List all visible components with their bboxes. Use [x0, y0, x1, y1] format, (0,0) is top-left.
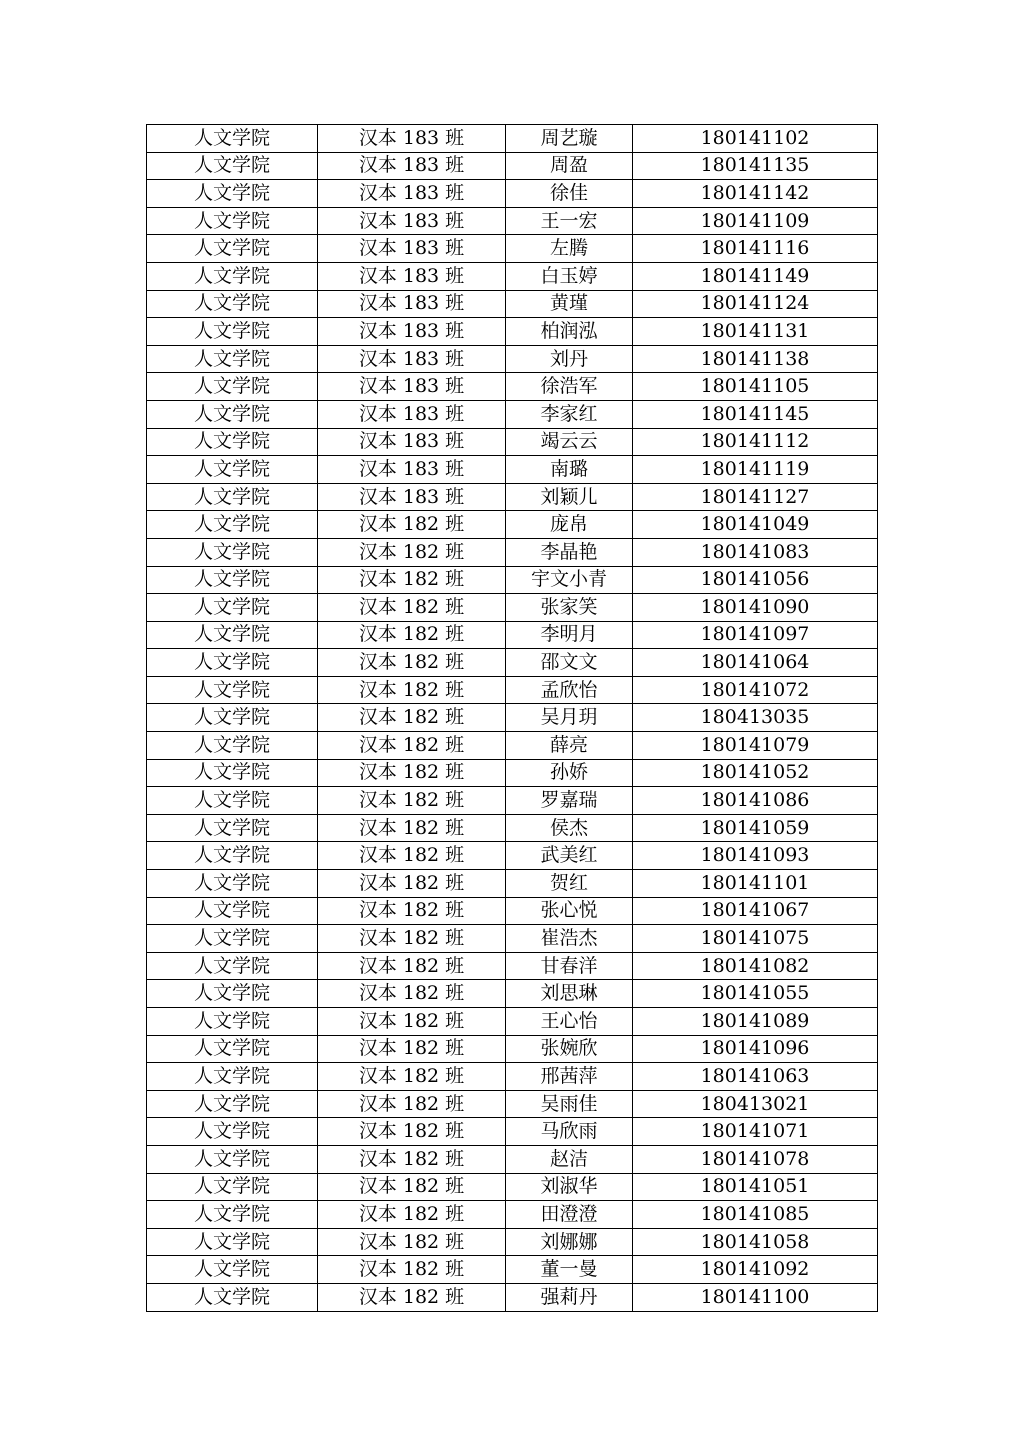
- class-cell: 汉本 182 班: [318, 925, 506, 953]
- college-cell: 人文学院: [147, 318, 318, 346]
- class-cell: 汉本 183 班: [318, 125, 506, 153]
- student-id-cell: 180141085: [633, 1201, 878, 1229]
- table-row: [147, 235, 878, 263]
- college-cell: 人文学院: [147, 566, 318, 594]
- student-id-cell: 180141055: [633, 980, 878, 1008]
- class-cell: 汉本 182 班: [318, 1090, 506, 1118]
- student-name-cell: 罗嘉瑞: [506, 787, 633, 815]
- student-name-cell: 刘颖儿: [506, 483, 633, 511]
- class-cell: 汉本 182 班: [318, 676, 506, 704]
- college-cell: 人文学院: [147, 262, 318, 290]
- student-name-cell: 甘春洋: [506, 952, 633, 980]
- table-row: [147, 511, 878, 539]
- student-id-cell: 180141116: [633, 235, 878, 263]
- table-row: [147, 152, 878, 180]
- college-cell: 人文学院: [147, 180, 318, 208]
- student-name-cell: 赵洁: [506, 1145, 633, 1173]
- student-id-cell: 180141096: [633, 1035, 878, 1063]
- college-cell: 人文学院: [147, 1256, 318, 1284]
- student-id-cell: 180141112: [633, 428, 878, 456]
- college-cell: 人文学院: [147, 538, 318, 566]
- student-id-cell: 180141127: [633, 483, 878, 511]
- class-cell: 汉本 183 班: [318, 428, 506, 456]
- college-cell: 人文学院: [147, 594, 318, 622]
- student-id-cell: 180141064: [633, 649, 878, 677]
- student-name-cell: 徐佳: [506, 180, 633, 208]
- student-name-cell: 宇文小青: [506, 566, 633, 594]
- student-id-cell: 180141058: [633, 1228, 878, 1256]
- table-row: [147, 925, 878, 953]
- table-row: [147, 483, 878, 511]
- student-id-cell: 180141049: [633, 511, 878, 539]
- student-name-cell: 马欣雨: [506, 1118, 633, 1146]
- college-cell: 人文学院: [147, 621, 318, 649]
- table-row: [147, 180, 878, 208]
- student-id-cell: 180141083: [633, 538, 878, 566]
- college-cell: 人文学院: [147, 456, 318, 484]
- college-cell: 人文学院: [147, 235, 318, 263]
- class-cell: 汉本 183 班: [318, 456, 506, 484]
- class-cell: 汉本 183 班: [318, 290, 506, 318]
- table-row: [147, 787, 878, 815]
- college-cell: 人文学院: [147, 1145, 318, 1173]
- student-id-cell: 180141072: [633, 676, 878, 704]
- table-row: [147, 318, 878, 346]
- student-name-cell: 董一曼: [506, 1256, 633, 1284]
- student-id-cell: 180141131: [633, 318, 878, 346]
- college-cell: 人文学院: [147, 125, 318, 153]
- class-cell: 汉本 182 班: [318, 842, 506, 870]
- table-row: [147, 290, 878, 318]
- college-cell: 人文学院: [147, 1173, 318, 1201]
- table-row: [147, 1035, 878, 1063]
- student-name-cell: 竭云云: [506, 428, 633, 456]
- student-id-cell: 180141078: [633, 1145, 878, 1173]
- table-row: [147, 870, 878, 898]
- college-cell: 人文学院: [147, 759, 318, 787]
- college-cell: 人文学院: [147, 428, 318, 456]
- table-row: [147, 345, 878, 373]
- class-cell: 汉本 182 班: [318, 1173, 506, 1201]
- class-cell: 汉本 182 班: [318, 1035, 506, 1063]
- student-name-cell: 左腾: [506, 235, 633, 263]
- student-name-cell: 王一宏: [506, 207, 633, 235]
- student-name-cell: 白玉婷: [506, 262, 633, 290]
- student-name-cell: 柏润泓: [506, 318, 633, 346]
- class-cell: 汉本 182 班: [318, 1228, 506, 1256]
- college-cell: 人文学院: [147, 207, 318, 235]
- student-name-cell: 贺红: [506, 870, 633, 898]
- student-id-cell: 180141086: [633, 787, 878, 815]
- student-name-cell: 王心怡: [506, 1008, 633, 1036]
- table-row: [147, 952, 878, 980]
- college-cell: 人文学院: [147, 1283, 318, 1311]
- college-cell: 人文学院: [147, 897, 318, 925]
- student-id-cell: 180413021: [633, 1090, 878, 1118]
- table-row: [147, 262, 878, 290]
- college-cell: 人文学院: [147, 1201, 318, 1229]
- college-cell: 人文学院: [147, 1035, 318, 1063]
- student-name-cell: 刘淑华: [506, 1173, 633, 1201]
- college-cell: 人文学院: [147, 511, 318, 539]
- student-id-cell: 180141092: [633, 1256, 878, 1284]
- class-cell: 汉本 183 班: [318, 152, 506, 180]
- college-cell: 人文学院: [147, 1118, 318, 1146]
- college-cell: 人文学院: [147, 676, 318, 704]
- table-row: [147, 1118, 878, 1146]
- table-row: [147, 676, 878, 704]
- class-cell: 汉本 182 班: [318, 649, 506, 677]
- student-id-cell: 180141119: [633, 456, 878, 484]
- table-row: [147, 1090, 878, 1118]
- student-name-cell: 张心悦: [506, 897, 633, 925]
- student-id-cell: 180141071: [633, 1118, 878, 1146]
- college-cell: 人文学院: [147, 732, 318, 760]
- table-row: [147, 1256, 878, 1284]
- class-cell: 汉本 183 班: [318, 318, 506, 346]
- student-id-cell: 180141093: [633, 842, 878, 870]
- student-name-cell: 刘娜娜: [506, 1228, 633, 1256]
- student-id-cell: 180141079: [633, 732, 878, 760]
- college-cell: 人文学院: [147, 649, 318, 677]
- roster-table-body: [147, 125, 878, 1312]
- student-id-cell: 180141105: [633, 373, 878, 401]
- college-cell: 人文学院: [147, 1063, 318, 1091]
- college-cell: 人文学院: [147, 373, 318, 401]
- class-cell: 汉本 183 班: [318, 345, 506, 373]
- class-cell: 汉本 182 班: [318, 621, 506, 649]
- class-cell: 汉本 183 班: [318, 207, 506, 235]
- table-row: [147, 207, 878, 235]
- student-id-cell: 180141082: [633, 952, 878, 980]
- college-cell: 人文学院: [147, 1090, 318, 1118]
- class-cell: 汉本 183 班: [318, 400, 506, 428]
- table-row: [147, 732, 878, 760]
- student-name-cell: 吴雨佳: [506, 1090, 633, 1118]
- class-cell: 汉本 182 班: [318, 952, 506, 980]
- class-cell: 汉本 183 班: [318, 262, 506, 290]
- table-row: [147, 842, 878, 870]
- student-name-cell: 李晶艳: [506, 538, 633, 566]
- student-name-cell: 李家红: [506, 400, 633, 428]
- student-id-cell: 180141075: [633, 925, 878, 953]
- college-cell: 人文学院: [147, 290, 318, 318]
- college-cell: 人文学院: [147, 925, 318, 953]
- student-name-cell: 徐浩军: [506, 373, 633, 401]
- class-cell: 汉本 182 班: [318, 1256, 506, 1284]
- table-row: [147, 1173, 878, 1201]
- class-cell: 汉本 183 班: [318, 180, 506, 208]
- student-id-cell: 180141145: [633, 400, 878, 428]
- student-name-cell: 崔浩杰: [506, 925, 633, 953]
- class-cell: 汉本 182 班: [318, 594, 506, 622]
- table-row: [147, 897, 878, 925]
- table-row: [147, 1008, 878, 1036]
- class-cell: 汉本 182 班: [318, 814, 506, 842]
- student-name-cell: 孙娇: [506, 759, 633, 787]
- college-cell: 人文学院: [147, 952, 318, 980]
- table-row: [147, 759, 878, 787]
- class-cell: 汉本 182 班: [318, 759, 506, 787]
- student-name-cell: 刘丹: [506, 345, 633, 373]
- student-id-cell: 180141100: [633, 1283, 878, 1311]
- college-cell: 人文学院: [147, 1228, 318, 1256]
- student-name-cell: 侯杰: [506, 814, 633, 842]
- student-name-cell: 南璐: [506, 456, 633, 484]
- student-id-cell: 180141149: [633, 262, 878, 290]
- class-cell: 汉本 182 班: [318, 566, 506, 594]
- table-row: [147, 594, 878, 622]
- class-cell: 汉本 182 班: [318, 897, 506, 925]
- college-cell: 人文学院: [147, 704, 318, 732]
- student-name-cell: 邢茜萍: [506, 1063, 633, 1091]
- college-cell: 人文学院: [147, 152, 318, 180]
- college-cell: 人文学院: [147, 1008, 318, 1036]
- student-name-cell: 刘思琳: [506, 980, 633, 1008]
- class-cell: 汉本 182 班: [318, 704, 506, 732]
- class-cell: 汉本 182 班: [318, 870, 506, 898]
- student-name-cell: 田澄澄: [506, 1201, 633, 1229]
- table-row: [147, 980, 878, 1008]
- class-cell: 汉本 182 班: [318, 538, 506, 566]
- table-row: [147, 538, 878, 566]
- college-cell: 人文学院: [147, 345, 318, 373]
- table-row: [147, 125, 878, 153]
- student-id-cell: 180141138: [633, 345, 878, 373]
- table-row: [147, 373, 878, 401]
- student-id-cell: 180141102: [633, 125, 878, 153]
- college-cell: 人文学院: [147, 787, 318, 815]
- class-cell: 汉本 182 班: [318, 1063, 506, 1091]
- student-id-cell: 180141109: [633, 207, 878, 235]
- table-row: [147, 1283, 878, 1311]
- student-id-cell: 180141052: [633, 759, 878, 787]
- student-id-cell: 180141059: [633, 814, 878, 842]
- class-cell: 汉本 182 班: [318, 1201, 506, 1229]
- student-id-cell: 180141067: [633, 897, 878, 925]
- class-cell: 汉本 183 班: [318, 483, 506, 511]
- student-name-cell: 孟欣怡: [506, 676, 633, 704]
- class-cell: 汉本 182 班: [318, 980, 506, 1008]
- student-name-cell: 吴月玥: [506, 704, 633, 732]
- college-cell: 人文学院: [147, 842, 318, 870]
- student-id-cell: 180141124: [633, 290, 878, 318]
- student-name-cell: 李明月: [506, 621, 633, 649]
- class-cell: 汉本 182 班: [318, 1008, 506, 1036]
- student-id-cell: 180413035: [633, 704, 878, 732]
- table-row: [147, 1063, 878, 1091]
- class-cell: 汉本 182 班: [318, 732, 506, 760]
- class-cell: 汉本 182 班: [318, 1118, 506, 1146]
- student-name-cell: 周盈: [506, 152, 633, 180]
- college-cell: 人文学院: [147, 814, 318, 842]
- class-cell: 汉本 183 班: [318, 373, 506, 401]
- student-name-cell: 张婉欣: [506, 1035, 633, 1063]
- college-cell: 人文学院: [147, 483, 318, 511]
- student-id-cell: 180141063: [633, 1063, 878, 1091]
- college-cell: 人文学院: [147, 980, 318, 1008]
- student-name-cell: 张家笑: [506, 594, 633, 622]
- table-row: [147, 428, 878, 456]
- student-id-cell: 180141051: [633, 1173, 878, 1201]
- table-row: [147, 621, 878, 649]
- table-row: [147, 649, 878, 677]
- table-row: [147, 1201, 878, 1229]
- table-row: [147, 704, 878, 732]
- student-name-cell: 邵文文: [506, 649, 633, 677]
- student-id-cell: 180141090: [633, 594, 878, 622]
- college-cell: 人文学院: [147, 870, 318, 898]
- class-cell: 汉本 182 班: [318, 1145, 506, 1173]
- table-row: [147, 1145, 878, 1173]
- class-cell: 汉本 183 班: [318, 235, 506, 263]
- class-cell: 汉本 182 班: [318, 787, 506, 815]
- student-roster-table: [146, 124, 878, 1312]
- table-row: [147, 814, 878, 842]
- student-name-cell: 薛亮: [506, 732, 633, 760]
- student-id-cell: 180141097: [633, 621, 878, 649]
- student-name-cell: 武美红: [506, 842, 633, 870]
- student-name-cell: 庞帛: [506, 511, 633, 539]
- student-id-cell: 180141056: [633, 566, 878, 594]
- class-cell: 汉本 182 班: [318, 511, 506, 539]
- student-id-cell: 180141089: [633, 1008, 878, 1036]
- student-id-cell: 180141101: [633, 870, 878, 898]
- student-id-cell: 180141135: [633, 152, 878, 180]
- student-name-cell: 黄瑾: [506, 290, 633, 318]
- table-row: [147, 456, 878, 484]
- student-name-cell: 周艺璇: [506, 125, 633, 153]
- table-row: [147, 400, 878, 428]
- student-name-cell: 强莉丹: [506, 1283, 633, 1311]
- table-row: [147, 566, 878, 594]
- class-cell: 汉本 182 班: [318, 1283, 506, 1311]
- table-row: [147, 1228, 878, 1256]
- student-id-cell: 180141142: [633, 180, 878, 208]
- college-cell: 人文学院: [147, 400, 318, 428]
